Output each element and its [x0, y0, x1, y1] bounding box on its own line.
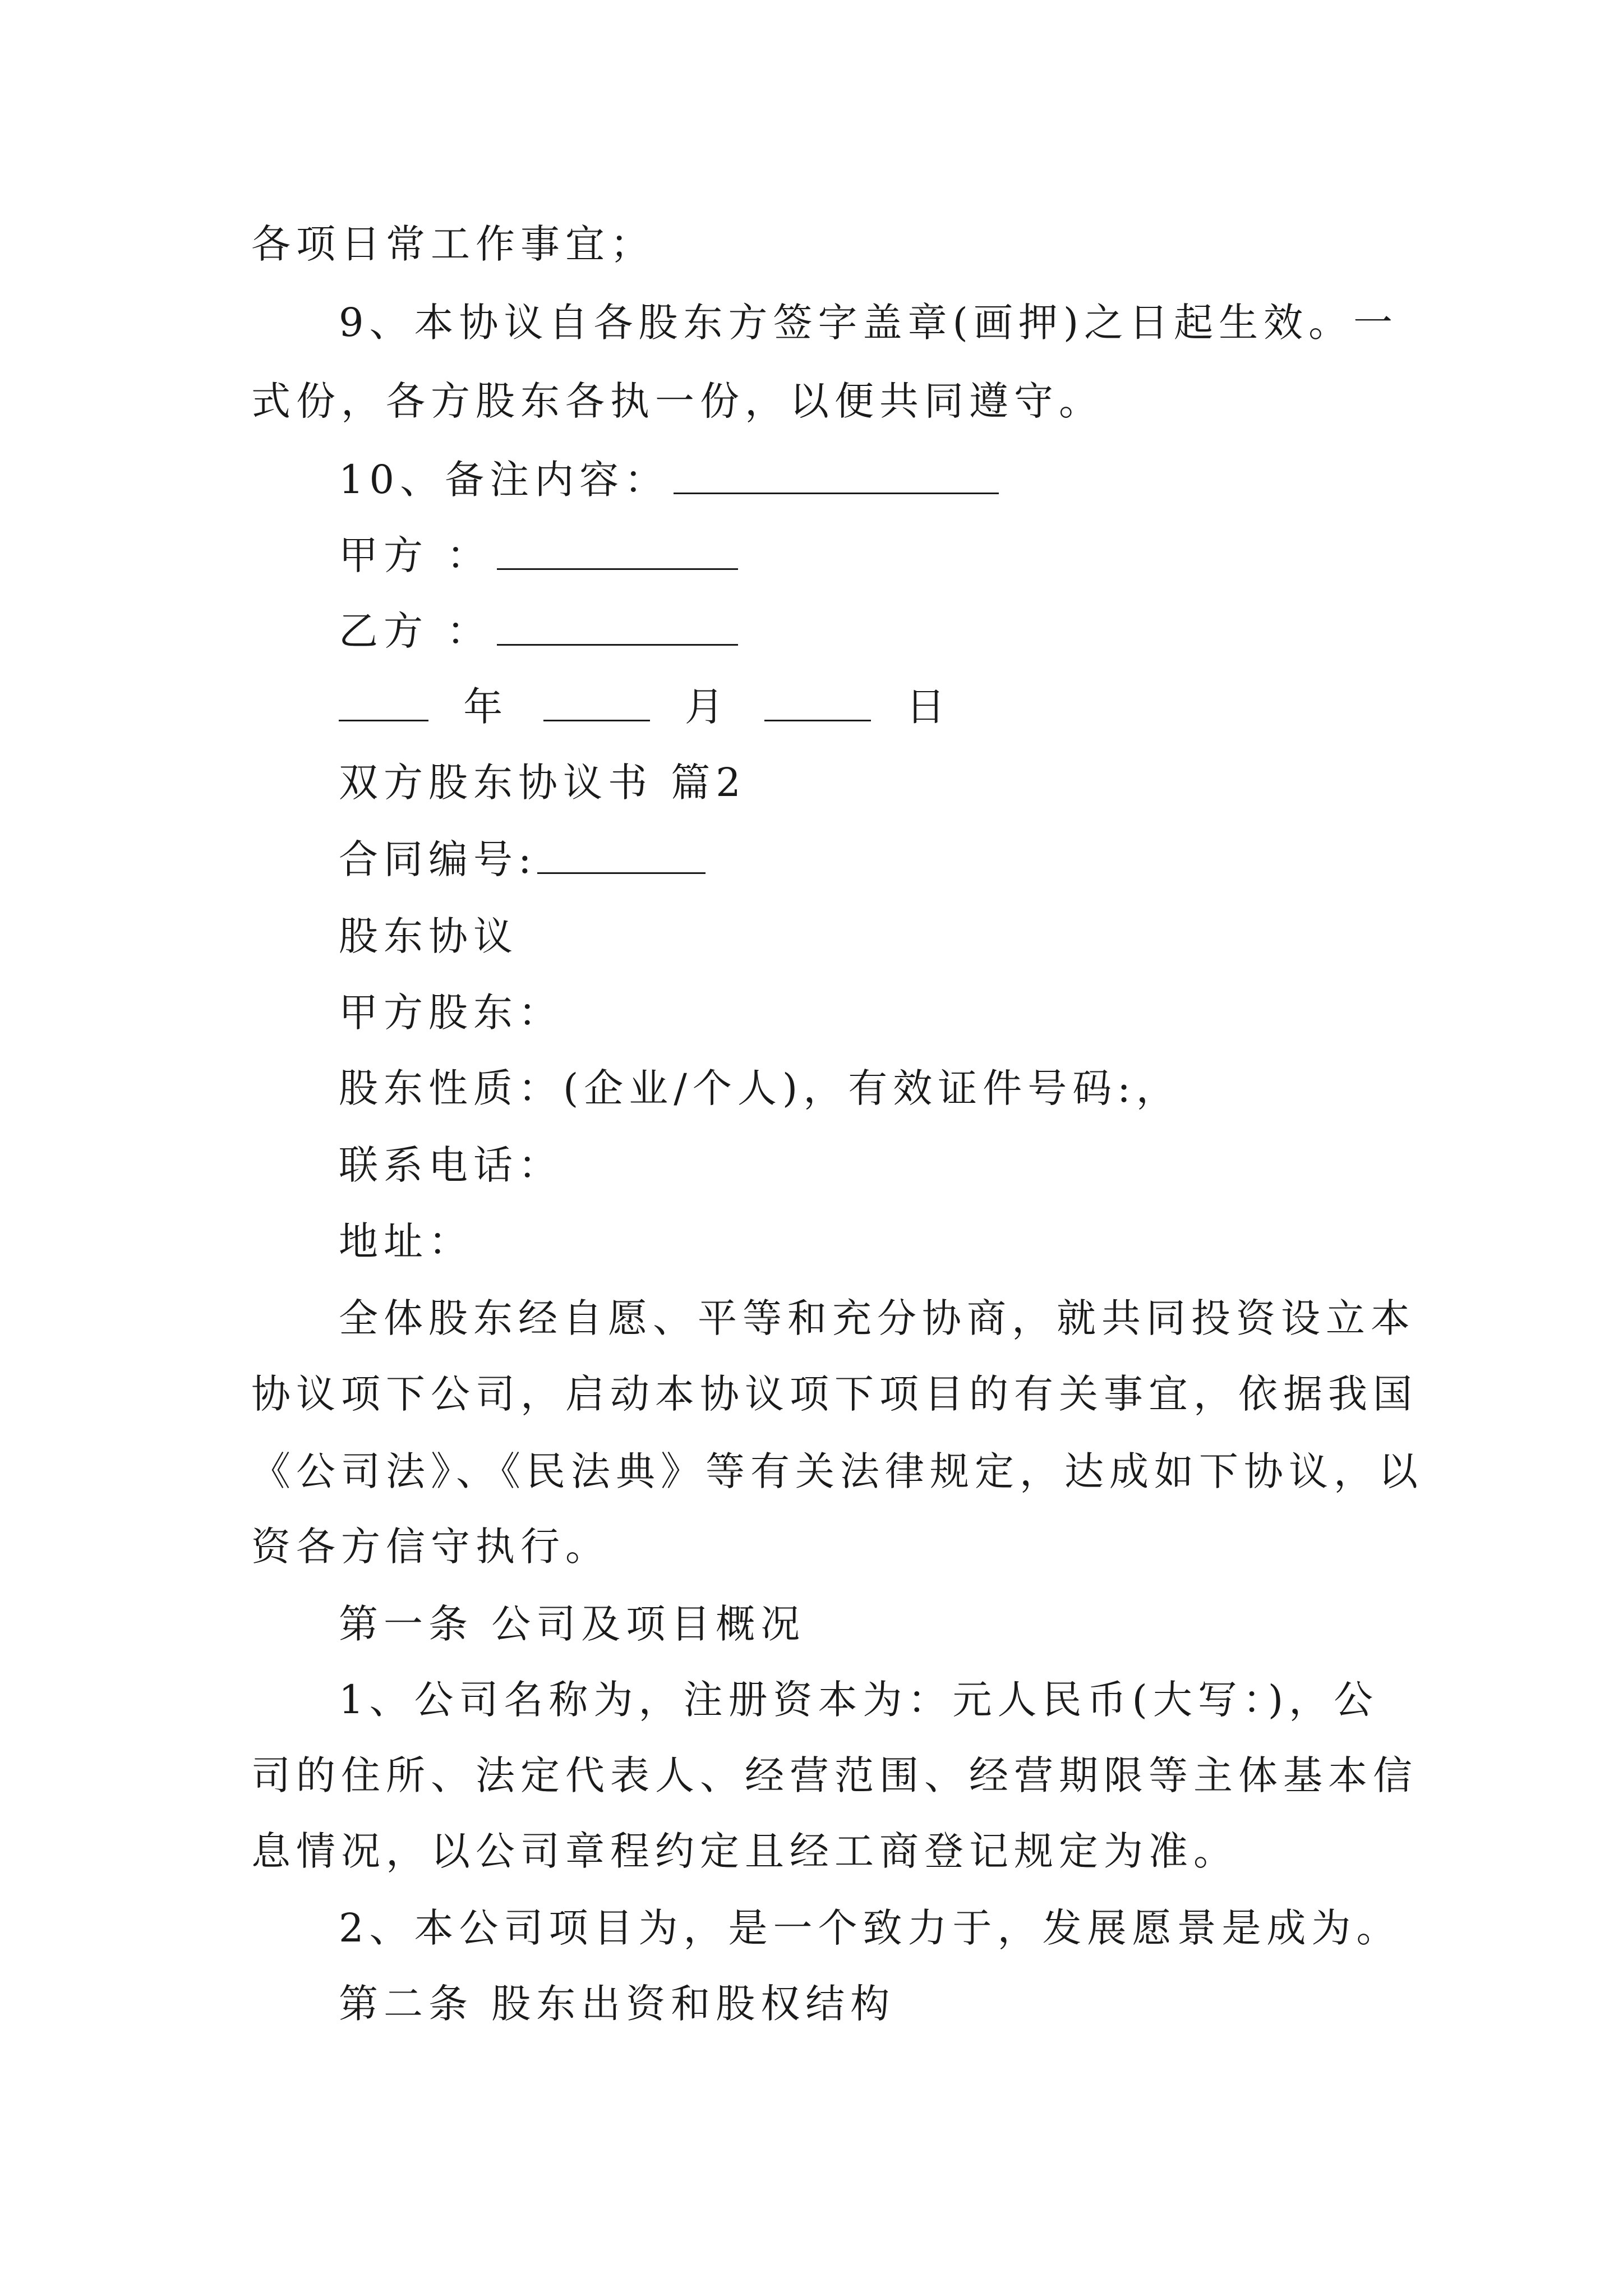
day-label: 日: [906, 684, 951, 730]
paragraph-line: 协议项下公司，启动本协议项下项目的有关事宜，依据我国: [251, 1371, 1418, 1417]
paragraph-line: 1、公司名称为，注册资本为：元人民币(大写：)，公: [339, 1677, 1379, 1723]
paragraph-line: 资各方信守执行。: [251, 1524, 610, 1570]
remarks-line: [339, 457, 999, 503]
party-b-label: 乙方 ：: [339, 608, 492, 654]
year-label: 年: [463, 684, 509, 730]
remarks-label: 10、备注内容：: [339, 457, 670, 503]
month-label: 月: [684, 684, 730, 730]
paragraph-line: 各项日常工作事宜；: [251, 221, 655, 267]
paragraph-line: 全体股东经自愿、平等和充分协商，就共同投资设立本: [339, 1295, 1415, 1341]
paragraph-line: 联系电话：: [339, 1142, 563, 1188]
paragraph-line: 司的住所、法定代表人、经营范围、经营期限等主体基本信: [251, 1752, 1418, 1798]
contract-number-line: [339, 836, 706, 882]
paragraph-line: 息情况，以公司章程约定且经工商登记规定为准。: [251, 1828, 1238, 1874]
paragraph-line: 9、本协议自各股东方签字盖章(画押)之日起生效。一: [339, 300, 1399, 346]
party-a-line: [339, 532, 738, 578]
paragraph-line: 2、本公司项目为，是一个致力于，发展愿景是成为。: [339, 1905, 1401, 1951]
party-a-label: 甲方 ：: [339, 532, 492, 578]
section-title: 双方股东协议书 篇2: [339, 760, 746, 806]
paragraph-line: 股东性质：(企业/个人)，有效证件号码:，: [339, 1065, 1181, 1111]
paragraph-line: 地址：: [339, 1218, 473, 1264]
paragraph-line: 甲方股东：: [339, 990, 563, 1036]
party-b-line: [339, 608, 738, 654]
remarks-blank: [674, 493, 999, 494]
paragraph-line: 式份，各方股东各执一份，以便共同遵守。: [251, 378, 1104, 424]
month-blank: [543, 720, 650, 721]
contract-number-label: 合同编号:: [339, 836, 537, 882]
year-blank: [339, 720, 428, 721]
party-b-blank: [497, 644, 738, 646]
contract-number-blank: [537, 872, 706, 874]
paragraph-line: 《公司法》、《民法典》等有关法律规定，达成如下协议，以: [251, 1448, 1423, 1494]
paragraph-line: 股东协议: [339, 913, 518, 959]
article-heading: 第二条 股东出资和股权结构: [339, 1981, 896, 2027]
article-heading: 第一条 公司及项目概况: [339, 1601, 806, 1647]
date-line: [339, 684, 951, 730]
party-a-blank: [497, 568, 738, 570]
day-blank: [764, 720, 871, 721]
